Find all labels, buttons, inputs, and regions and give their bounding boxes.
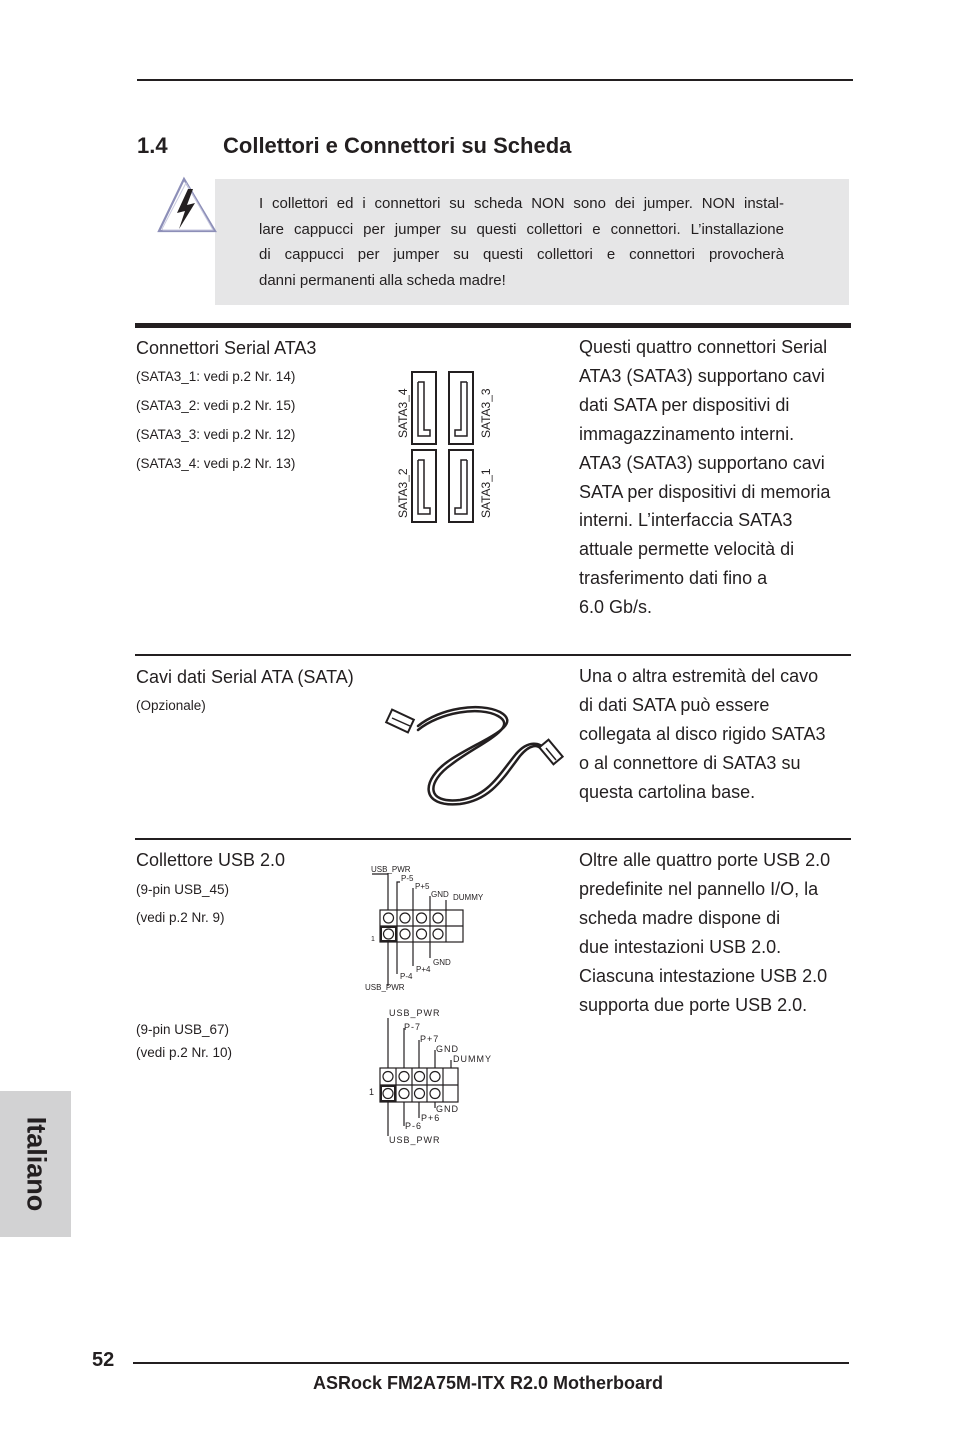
- sata-cable-illustration: [380, 700, 580, 812]
- desc-line: dati SATA per dispositivi di: [579, 394, 790, 415]
- sata-label: SATA3_2: [396, 468, 410, 518]
- desc-line: due intestazioni USB 2.0.: [579, 936, 782, 957]
- pin-label: P+6: [421, 1113, 441, 1123]
- warning-line: di cappucci per jumper su questi collettori e connettori provocherà: [259, 246, 784, 263]
- section-heading: [137, 133, 571, 159]
- desc-line: scheda madre dispone di: [579, 907, 781, 928]
- warning-line: danni permanenti alla scheda madre!: [259, 271, 506, 289]
- desc-line: o al connettore di SATA3 su: [579, 752, 801, 773]
- section-title: Collettori e Connettori su Scheda: [223, 133, 572, 158]
- pin-label: DUMMY: [453, 1054, 492, 1064]
- sata-connectors-diagram: [390, 366, 500, 528]
- sata-description: [579, 333, 859, 622]
- warning-line: I collettori ed i connettori su scheda NON sono dei jumper. NON instal-: [259, 195, 784, 212]
- usb67-ref: (9-pin USB_67): [136, 1022, 230, 1037]
- usb45-header-diagram: [360, 860, 500, 996]
- section-divider: [135, 838, 851, 840]
- desc-line: supporta due porte USB 2.0.: [579, 994, 808, 1015]
- desc-line: ATA3 (SATA3) supportano cavi: [579, 452, 825, 473]
- desc-line: Questi quattro connettori Serial: [579, 337, 828, 357]
- header-rule: [137, 79, 853, 81]
- pin-label: GND: [431, 890, 449, 899]
- usb67-ref: (vedi p.2 Nr. 10): [136, 1045, 233, 1060]
- sata-ref: (SATA3_4: vedi p.2 Nr. 13): [136, 456, 296, 471]
- usb45-ref: (9-pin USB_45): [136, 882, 230, 897]
- sata-title: Connettori Serial ATA3: [136, 338, 317, 358]
- desc-line: immagazzinamento interni.: [579, 423, 795, 444]
- cable-description: [579, 662, 859, 807]
- sata-connector-shape: [449, 450, 473, 522]
- cable-title: Cavi dati Serial ATA (SATA): [136, 667, 354, 687]
- pin-label: P+5: [415, 882, 430, 891]
- pin-label: P-4: [400, 972, 413, 981]
- sata-connector-shape: [412, 372, 436, 444]
- desc-line: Una o altra estremità del cavo: [579, 666, 819, 686]
- pin-label: P-7: [404, 1022, 422, 1032]
- desc-line: trasferimento dati fino a: [579, 568, 768, 589]
- pin-label: P+4: [416, 965, 431, 974]
- cable-subtitle: (Opzionale): [136, 698, 206, 713]
- sata-label: SATA3_4: [396, 388, 410, 438]
- desc-line: collegata al disco rigido SATA3: [579, 723, 826, 744]
- desc-line: Oltre alle quattro porte USB 2.0: [579, 850, 831, 870]
- usb45-ref: (vedi p.2 Nr. 9): [136, 910, 225, 925]
- usb67-header-diagram: [366, 1004, 506, 1148]
- section-number: 1.4: [137, 133, 168, 158]
- sata-label: SATA3_3: [479, 388, 493, 438]
- sata-ref: (SATA3_1: vedi p.2 Nr. 14): [136, 369, 296, 384]
- desc-line: attuale permette velocità di: [579, 539, 795, 560]
- sata-connector-shape: [449, 372, 473, 444]
- pin-label: DUMMY: [453, 893, 484, 902]
- desc-line: 6.0 Gb/s.: [579, 597, 653, 618]
- desc-line: di dati SATA può essere: [579, 694, 770, 715]
- pin-label: P+7: [420, 1034, 440, 1044]
- pin-one-label: 1: [371, 936, 375, 943]
- pin-label: USB_PWR: [389, 1008, 441, 1018]
- pin-one-label: 1: [369, 1087, 375, 1097]
- pin-label: USB_PWR: [371, 865, 411, 874]
- footer-rule: [133, 1362, 849, 1364]
- pin-label: P-5: [401, 874, 414, 883]
- pin-label: GND: [436, 1044, 459, 1054]
- warning-text: [259, 191, 784, 293]
- page-number: 52: [92, 1349, 115, 1371]
- pin-label: USB_PWR: [365, 983, 405, 992]
- usb-description: [579, 846, 859, 1019]
- usb-title: Collettore USB 2.0: [136, 850, 286, 870]
- sata-ref: (SATA3_3: vedi p.2 Nr. 12): [136, 427, 296, 442]
- warning-line: lare cappucci per jumper su questi collettori e connettori. L’installazione: [259, 220, 784, 238]
- footer-text: ASRock FM2A75M-ITX R2.0 Motherboard: [313, 1373, 664, 1393]
- warning-triangle-lightning-icon: [155, 175, 217, 235]
- desc-line: SATA per dispositivi di memoria: [579, 481, 831, 502]
- sata-label: SATA3_1: [479, 468, 493, 518]
- sata-ref: (SATA3_2: vedi p.2 Nr. 15): [136, 398, 296, 413]
- section-divider-thick: [135, 323, 851, 328]
- pin-label: GND: [433, 958, 451, 967]
- desc-line: Ciascuna intestazione USB 2.0: [579, 965, 828, 986]
- section-divider: [135, 654, 851, 656]
- desc-line: interni. L’interfaccia SATA3: [579, 510, 793, 531]
- pin-label: P-6: [405, 1121, 423, 1131]
- pin-label: GND: [436, 1104, 459, 1114]
- sata-connector-shape: [412, 450, 436, 522]
- desc-line: predefinite nel pannello I/O, la: [579, 878, 819, 899]
- pin-label: USB_PWR: [389, 1135, 441, 1145]
- language-label: Italiano: [21, 1116, 52, 1212]
- desc-line: ATA3 (SATA3) supportano cavi: [579, 365, 825, 386]
- desc-line: questa cartolina base.: [579, 781, 756, 802]
